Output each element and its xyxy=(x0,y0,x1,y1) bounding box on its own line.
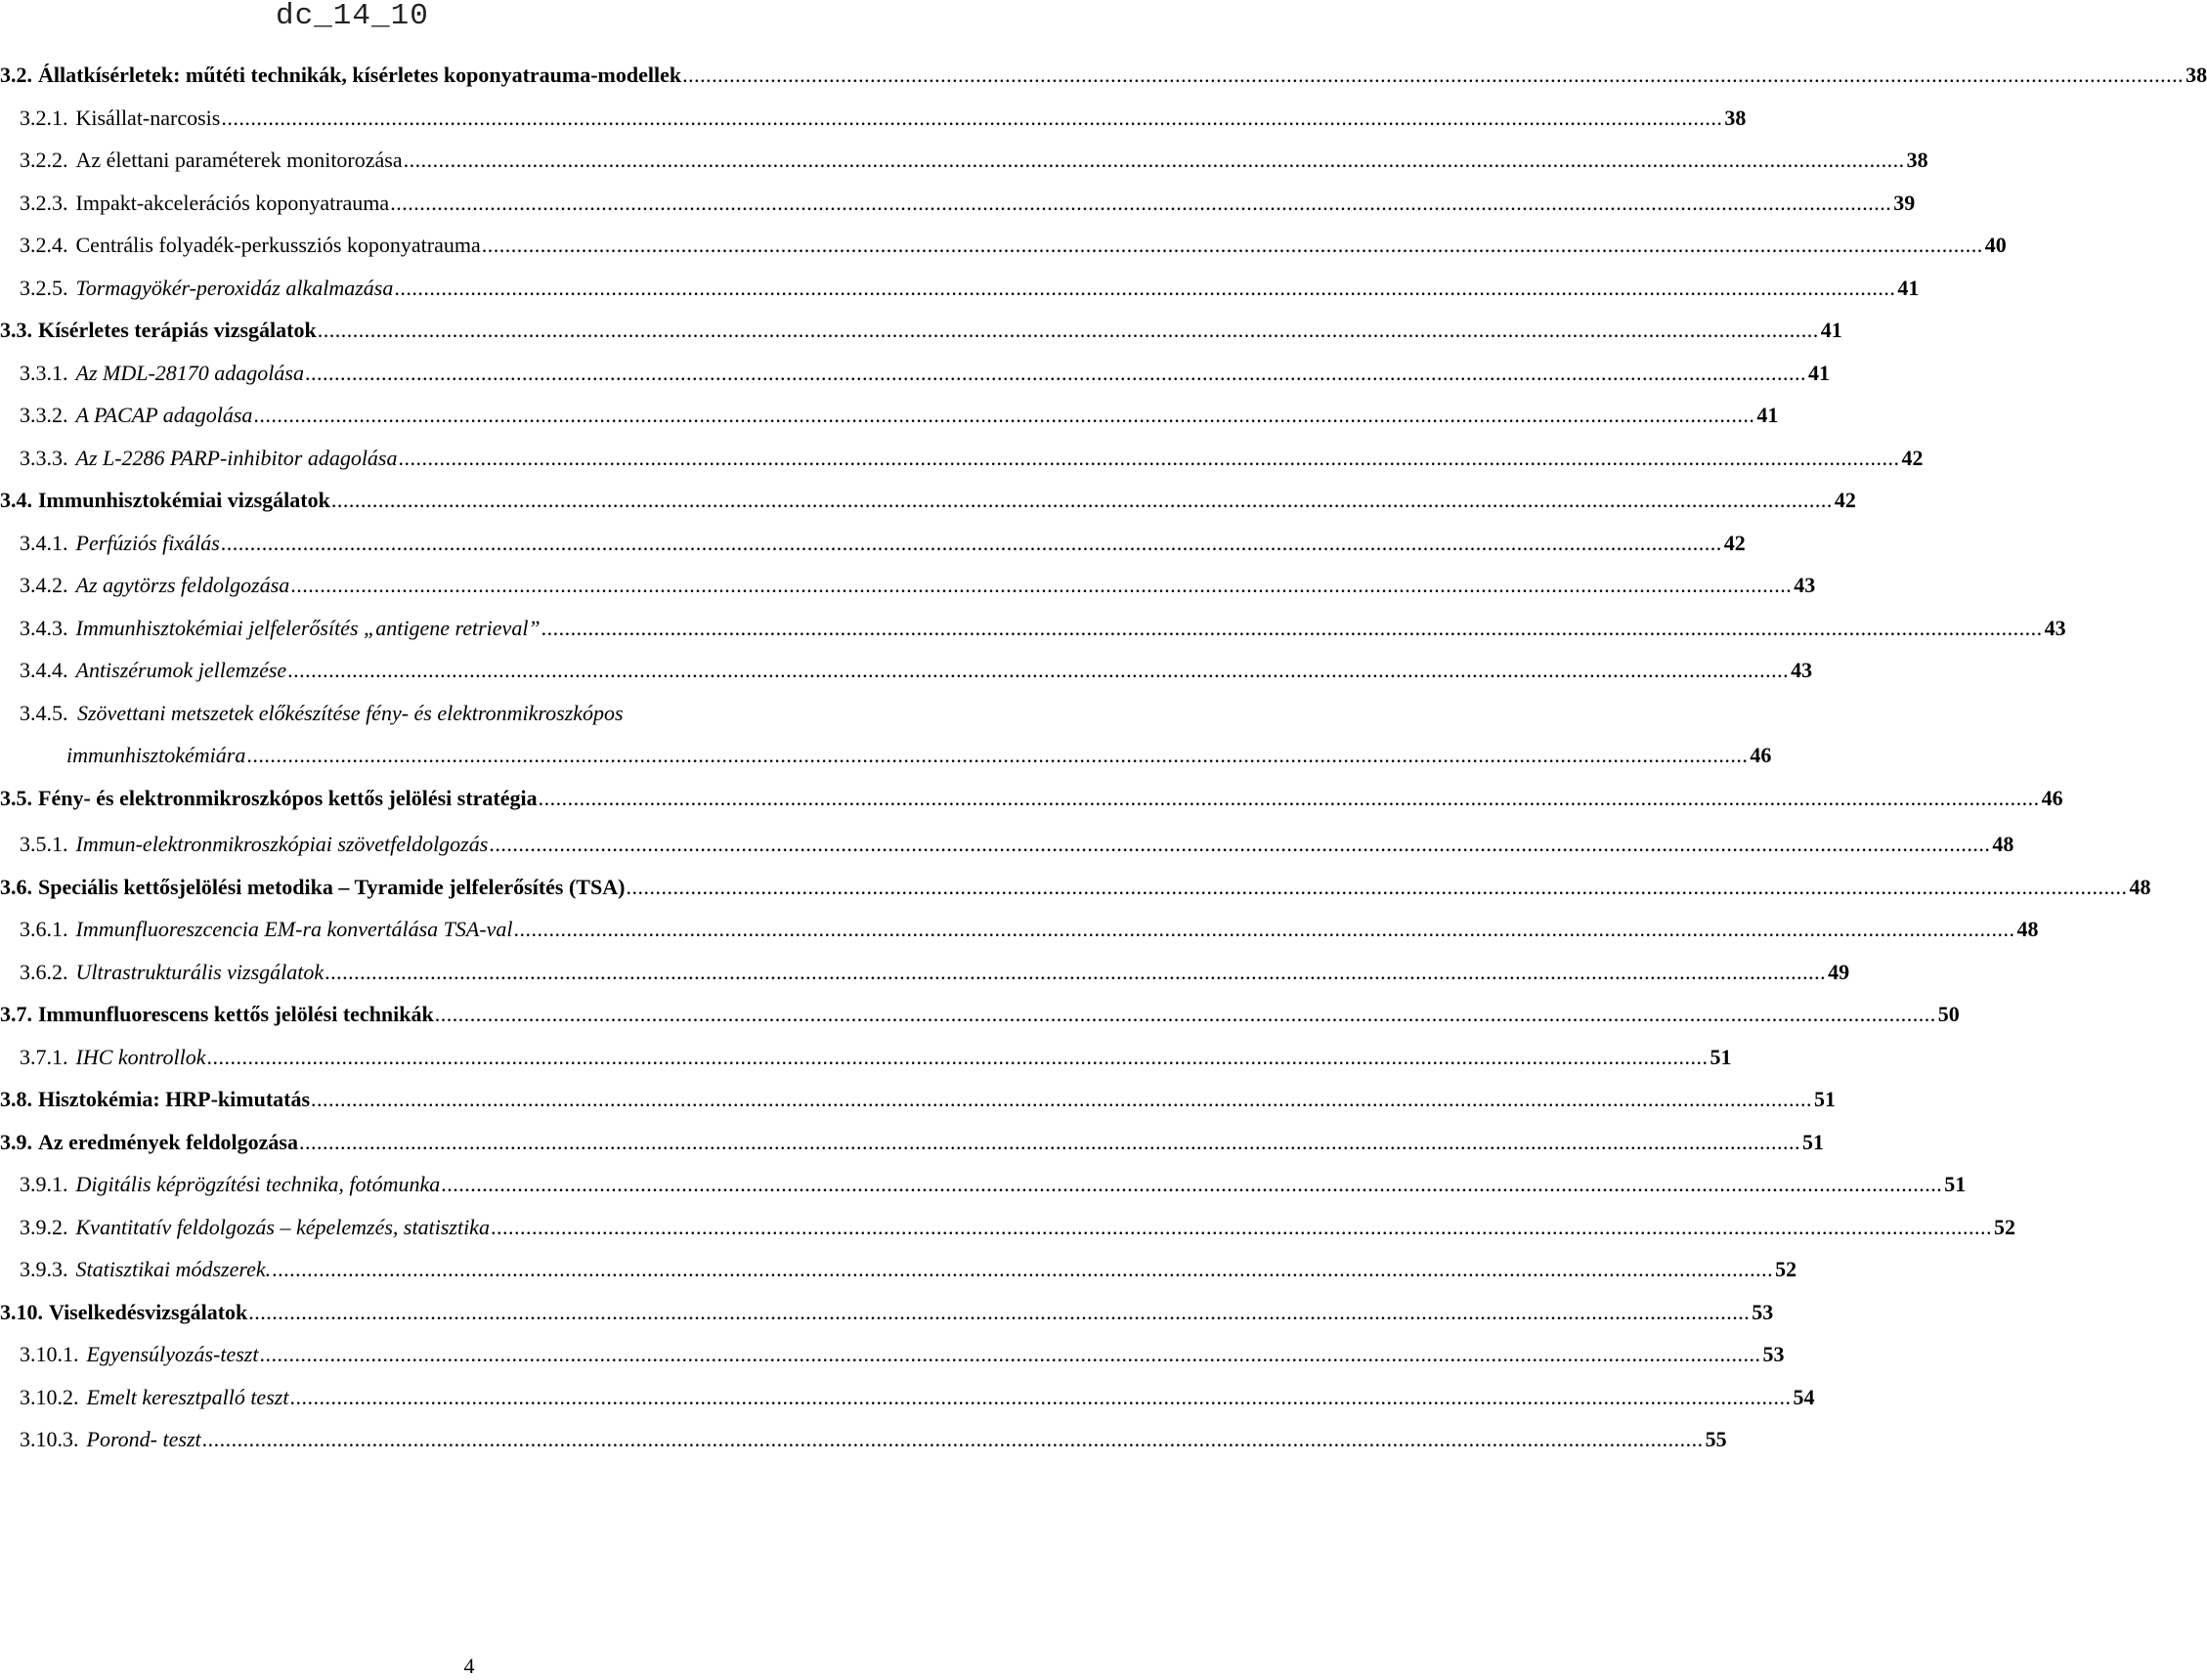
toc-leader-dots xyxy=(318,316,1819,345)
toc-leader-dots xyxy=(207,1043,1709,1072)
toc-entry[interactable] xyxy=(20,1383,1815,1412)
document-id-header: dc_14_10 xyxy=(276,0,429,33)
toc-entry-page: 54 xyxy=(1793,1385,1815,1409)
toc-leader-dots xyxy=(482,231,1983,260)
toc-entry-number: 3.9.1. xyxy=(20,1172,68,1196)
toc-entry[interactable] xyxy=(20,189,1916,218)
toc-leader-dots xyxy=(272,1255,1773,1284)
toc-entry-number: 3.4.1. xyxy=(20,531,68,555)
toc-entry-page: 38 xyxy=(1906,148,1928,172)
toc-entry-page: 51 xyxy=(1802,1130,1824,1154)
toc-entry-number: 3.9.2. xyxy=(20,1215,68,1239)
toc-entry-title: Speciális kettősjelölési metodika – Tyramide jelfelerősítés (TSA) xyxy=(38,875,626,899)
toc-entry[interactable] xyxy=(0,1298,1774,1327)
toc-entry-title: Tormagyökér-peroxidáz alkalmazása xyxy=(75,276,394,300)
toc-leader-dots xyxy=(489,830,1990,859)
toc-leader-dots xyxy=(435,1000,1936,1029)
toc-leader-dots xyxy=(299,1128,1800,1157)
toc-entry-title: Perfúziós fixálás xyxy=(75,531,220,555)
toc-entry[interactable] xyxy=(20,231,2007,260)
toc-entry-page: 52 xyxy=(1775,1257,1797,1281)
toc-entry-page: 49 xyxy=(1828,960,1850,984)
toc-entry-title: Fény- és elektronmikroszkópos kettős jelölési stratégia xyxy=(38,786,538,810)
toc-entry-number: 3.4.2. xyxy=(20,573,68,597)
toc-entry-title: Immunfluoreszcencia EM-ra konvertálása TSA-val xyxy=(75,917,513,941)
toc-entry-title: Az élettani paraméterek monitorozása xyxy=(75,148,403,172)
toc-entry-page: 48 xyxy=(1992,832,2014,856)
toc-entry[interactable] xyxy=(20,958,1850,987)
toc-leader-dots xyxy=(682,61,2184,90)
toc-entry-number: 3.10. xyxy=(0,1300,43,1324)
toc-entry-page: 51 xyxy=(1814,1087,1837,1111)
toc-entry-number: 3.2.1. xyxy=(20,106,68,130)
toc-entry-number: 3.2.4. xyxy=(20,233,68,257)
toc-leader-dots xyxy=(539,784,2040,813)
toc-entry-title: Emelt keresztpalló teszt xyxy=(86,1385,289,1409)
toc-entry[interactable] xyxy=(20,146,1928,175)
toc-leader-dots xyxy=(311,1085,1812,1114)
toc-entry-title: Kisállat-narcosis xyxy=(75,106,221,130)
toc-entry-title-line1: Szövettani metszetek előkészítése fény- és elektronmikroszkópos xyxy=(77,701,624,725)
toc-entry-number: 3.4.5. xyxy=(20,701,68,725)
toc-entry-number: 3.10.2. xyxy=(20,1385,79,1409)
toc-leader-dots xyxy=(248,1298,1750,1327)
toc-leader-dots xyxy=(202,1425,1704,1454)
toc-entry[interactable] xyxy=(20,656,1813,685)
toc-entry[interactable] xyxy=(20,830,2014,859)
toc-leader-dots xyxy=(253,401,1754,430)
toc-entry[interactable] xyxy=(0,486,1856,515)
toc-leader-dots xyxy=(290,571,1792,600)
toc-entry-page: 52 xyxy=(1993,1215,2015,1239)
toc-leader-dots xyxy=(221,104,1722,133)
toc-leader-dots xyxy=(259,1340,1760,1369)
toc-entry[interactable] xyxy=(0,1000,1960,1029)
toc-entry-first-line[interactable] xyxy=(20,699,624,728)
toc-leader-dots xyxy=(287,656,1789,685)
toc-entry-number: 3.4.3. xyxy=(20,616,68,640)
toc-entry[interactable] xyxy=(0,316,1842,345)
toc-entry-number: 3.3.3. xyxy=(20,446,68,470)
toc-entry-number: 3.6.2. xyxy=(20,960,68,984)
toc-entry-title: A PACAP adagolása xyxy=(75,403,253,427)
toc-entry-page: 39 xyxy=(1893,191,1916,215)
toc-entry-number: 3.3. xyxy=(0,318,32,342)
toc-entry[interactable] xyxy=(20,1213,2015,1242)
toc-entry[interactable] xyxy=(0,1128,1824,1157)
toc-entry-title: Az L-2286 PARP-inhibitor adagolása xyxy=(75,446,398,470)
toc-entry[interactable] xyxy=(20,104,1747,133)
toc-entry-number: 3.10.3. xyxy=(20,1427,79,1451)
toc-entry-page: 41 xyxy=(1807,361,1830,385)
toc-entry-title: IHC kontrollok xyxy=(75,1045,206,1069)
toc-entry[interactable] xyxy=(20,401,1779,430)
toc-leader-dots xyxy=(305,359,1806,388)
toc-entry-number: 3.3.1. xyxy=(20,361,68,385)
toc-entry-number: 3.2.2. xyxy=(20,148,68,172)
toc-entry[interactable] xyxy=(0,1085,1837,1114)
toc-leader-dots xyxy=(514,915,2015,944)
toc-entry-number: 3.5.1. xyxy=(20,832,68,856)
toc-entry-number: 3.2.5. xyxy=(20,276,68,300)
toc-entry-title: Viselkedésvizsgálatok xyxy=(49,1300,248,1324)
toc-entry-page: 41 xyxy=(1756,403,1779,427)
toc-entry-title: Az agytörzs feldolgozása xyxy=(75,573,290,597)
toc-entry-number: 3.5. xyxy=(0,786,32,810)
toc-entry-title: Porond- teszt xyxy=(86,1427,201,1451)
toc-leader-dots xyxy=(325,958,1826,987)
toc-entry[interactable] xyxy=(20,444,1924,473)
toc-entry-page: 46 xyxy=(1750,743,1772,767)
toc-entry[interactable] xyxy=(0,61,2207,90)
toc-entry[interactable] xyxy=(20,1170,1967,1199)
toc-leader-dots xyxy=(246,741,1748,770)
toc-entry-page: 41 xyxy=(1820,318,1842,342)
toc-entry-title: Immunhisztokémiai vizsgálatok xyxy=(38,488,330,512)
toc-entry-title: Statisztikai módszerek. xyxy=(75,1257,272,1281)
toc-entry-title: Kísérletes terápiás vizsgálatok xyxy=(38,318,317,342)
toc-entry-number: 3.4. xyxy=(0,488,32,512)
toc-leader-dots xyxy=(399,444,1900,473)
toc-leader-dots xyxy=(331,486,1833,515)
toc-entry-title: Ultrastrukturális vizsgálatok xyxy=(75,960,325,984)
toc-entry-page: 40 xyxy=(1984,233,2007,257)
toc-entry-page: 48 xyxy=(2129,875,2151,899)
toc-entry[interactable] xyxy=(20,1425,1727,1454)
toc-entry-title: Az eredmények feldolgozása xyxy=(38,1130,298,1154)
toc-entry[interactable] xyxy=(20,359,1830,388)
toc-leader-dots xyxy=(491,1213,1992,1242)
toc-entry-page: 55 xyxy=(1705,1427,1727,1451)
toc-entry[interactable] xyxy=(20,1340,1785,1369)
toc-leader-dots xyxy=(390,189,1891,218)
toc-entry-title: Kvantitatív feldolgozás – képelemzés, statisztika xyxy=(75,1215,490,1239)
toc-entry-number: 3.9.3. xyxy=(20,1257,68,1281)
toc-entry-title: Immunfluorescens kettős jelölési technikák xyxy=(38,1002,434,1026)
toc-entry[interactable] xyxy=(0,784,2063,813)
toc-entry-page: 43 xyxy=(1791,658,1813,682)
toc-entry[interactable] xyxy=(20,1255,1797,1284)
toc-entry-title: Egyensúlyozás-teszt xyxy=(86,1342,259,1366)
toc-entry-title: Antiszérumok jellemzése xyxy=(75,658,287,682)
toc-entry-title: Centrális folyadék-perkussziós koponyatrauma xyxy=(75,233,481,257)
toc-entry-number: 3.10.1. xyxy=(20,1342,79,1366)
toc-entry-page: 53 xyxy=(1762,1342,1785,1366)
toc-leader-dots xyxy=(441,1170,1942,1199)
toc-entry-page: 42 xyxy=(1901,446,1924,470)
toc-entry-page: 43 xyxy=(1794,573,1816,597)
toc-entry-number: 3.6. xyxy=(0,875,32,899)
toc-entry[interactable] xyxy=(0,873,2151,902)
toc-entry-page: 51 xyxy=(1944,1172,1967,1196)
toc-entry-page: 42 xyxy=(1834,488,1856,512)
toc-entry-title: immunhisztokémiára xyxy=(66,743,246,767)
toc-entry-page: 38 xyxy=(1724,106,1747,130)
toc-leader-dots xyxy=(404,146,1905,175)
toc-entry[interactable] xyxy=(20,274,1920,303)
toc-entry-title: Digitális képrögzítési technika, fotómunka xyxy=(75,1172,441,1196)
toc-entry-number: 3.9. xyxy=(0,1130,32,1154)
toc-entry-page: 43 xyxy=(2044,616,2066,640)
toc-entry-title: Állatkísérletek: műtéti technikák, kísérletes koponyatrauma-modellek xyxy=(38,63,682,87)
toc-entry-page: 50 xyxy=(1937,1002,1960,1026)
toc-entry[interactable] xyxy=(20,1043,1732,1072)
toc-entry[interactable] xyxy=(20,915,2039,944)
toc-leader-dots xyxy=(626,873,2127,902)
toc-entry-page: 41 xyxy=(1897,276,1920,300)
toc-entry-number: 3.6.1. xyxy=(20,917,68,941)
toc-entry-title: Immunhisztokémiai jelfelerősítés „antigene retrieval” xyxy=(75,616,541,640)
toc-entry-number: 3.3.2. xyxy=(20,403,68,427)
toc-entry[interactable] xyxy=(20,529,1746,558)
toc-entry-page: 46 xyxy=(2041,786,2063,810)
toc-entry-number: 3.7.1. xyxy=(20,1045,68,1069)
toc-entry-title: Hisztokémia: HRP-kimutatás xyxy=(38,1087,311,1111)
toc-leader-dots xyxy=(541,614,2043,643)
toc-entry-title: Immun-elektronmikroszkópiai szövetfeldolgozás xyxy=(75,832,489,856)
toc-entry-number: 3.7. xyxy=(0,1002,32,1026)
toc-leader-dots xyxy=(394,274,1895,303)
toc-entry-number: 3.2.3. xyxy=(20,191,68,215)
toc-entry-number: 3.4.4. xyxy=(20,658,68,682)
toc-entry-title: Az MDL-28170 adagolása xyxy=(75,361,304,385)
toc-entry[interactable] xyxy=(20,614,2066,643)
toc-entry-page: 38 xyxy=(2185,63,2207,87)
toc-entry-title: Impakt-akcelerációs koponyatrauma xyxy=(75,191,390,215)
toc-entry-page: 51 xyxy=(1709,1045,1732,1069)
toc-leader-dots xyxy=(289,1383,1791,1412)
toc-leader-dots xyxy=(221,529,1722,558)
toc-entry-page: 48 xyxy=(2016,917,2039,941)
toc-entry-page: 53 xyxy=(1752,1300,1774,1324)
toc-entry[interactable] xyxy=(66,741,1772,770)
toc-entry-number: 3.2. xyxy=(0,63,32,87)
page-number: 4 xyxy=(463,1654,475,1678)
toc-entry[interactable] xyxy=(20,571,1816,600)
toc-entry-number: 3.8. xyxy=(0,1087,32,1111)
toc-entry-page: 42 xyxy=(1723,531,1746,555)
